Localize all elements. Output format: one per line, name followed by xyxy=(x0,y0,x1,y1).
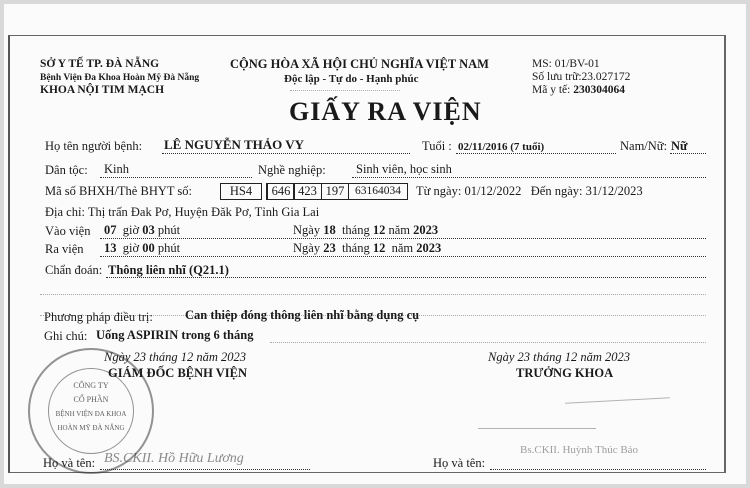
insurance-label: Mã số BHXH/Thẻ BHYT số: xyxy=(45,184,192,198)
ward-name: KHOA NỘI TIM MẠCH xyxy=(40,84,165,96)
head-name-dotline xyxy=(490,469,706,470)
head-name-label: Họ và tên: xyxy=(433,456,486,470)
patient-occupation: Sinh viên, học sinh xyxy=(356,162,452,176)
age-label: Tuổi : xyxy=(422,139,452,153)
day-label: Ngày xyxy=(293,241,321,255)
to-date: 31/12/2023 xyxy=(585,184,643,198)
page-title: GIẤY RA VIỆN xyxy=(289,97,482,126)
patient-name: LÊ NGUYỄN THẢO VY xyxy=(164,137,305,152)
admission-date xyxy=(293,223,438,237)
treatment-label: Phương pháp điều trị: xyxy=(44,310,153,324)
director-title: GIÁM ĐỐC BỆNH VIỆN xyxy=(108,366,248,380)
from-date: 01/12/2022 xyxy=(464,184,522,198)
medical-code xyxy=(532,83,625,97)
stamp-line: CỔ PHẦN xyxy=(73,395,109,404)
year-label: năm xyxy=(391,241,414,255)
year-label: năm xyxy=(388,223,411,237)
note-label: Ghi chú: xyxy=(44,329,88,343)
discharge-month: 12 xyxy=(372,241,386,255)
month-label: tháng xyxy=(341,241,370,255)
motto-underline xyxy=(290,90,400,91)
admission-time xyxy=(104,223,180,237)
discharge-minute: 00 xyxy=(142,241,155,255)
discharge-dotline xyxy=(100,256,706,257)
archive-label: Số lưu trữ: xyxy=(532,71,582,83)
hospital-name: Bệnh Viện Đa Khoa Hoàn Mỹ Đà Nẵng xyxy=(40,73,200,83)
head-signed-name: Bs.CKII. Huỳnh Thúc Bảo xyxy=(520,444,639,456)
ethnicity-dotline xyxy=(100,177,252,178)
admission-label: Vào viện xyxy=(45,224,91,238)
head-title: TRƯỞNG KHOA xyxy=(516,366,614,380)
insurance-box: 423 xyxy=(293,183,322,200)
treatment-value: Can thiệp đóng thông liên nhĩ bằng dụng cụ xyxy=(185,308,420,322)
note-dotline xyxy=(270,342,706,343)
patient-ethnicity: Kinh xyxy=(104,162,129,176)
insurance-box: 646 xyxy=(266,183,295,200)
director-sign-date: Ngày 23 tháng 12 năm 2023 xyxy=(104,350,247,364)
department-name: SỞ Y TẾ TP. ĐÀ NẴNG xyxy=(40,58,160,70)
minute-label: phút xyxy=(157,223,181,237)
medical-code-label: Mã y tế: xyxy=(532,84,571,96)
stamp-line: HOÀN MỸ ĐÀ NẴNG xyxy=(57,424,125,432)
stamp-line: BỆNH VIỆN ĐA KHOA xyxy=(55,410,127,418)
medical-code-value: 230304064 xyxy=(573,84,625,96)
address xyxy=(45,205,319,219)
ethnicity-label: Dân tộc: xyxy=(45,163,88,177)
from-label: Từ ngày: xyxy=(416,184,462,198)
director-name-label: Họ và tên: xyxy=(43,456,96,470)
discharge-label: Ra viện xyxy=(45,242,84,256)
sex-dotline xyxy=(670,153,706,154)
address-label: Địa chỉ: xyxy=(45,205,85,219)
occupation-label: Nghề nghiệp: xyxy=(258,163,326,177)
patient-name-label: Họ tên người bệnh: xyxy=(45,139,143,153)
form-code: MS: 01/BV-01 xyxy=(532,58,600,70)
motto: Độc lập - Tự do - Hạnh phúc xyxy=(284,73,419,85)
admission-minute: 03 xyxy=(142,223,155,237)
insurance-box: 63164034 xyxy=(348,183,408,200)
month-label: tháng xyxy=(341,223,370,237)
day-label: Ngày xyxy=(293,223,321,237)
patient-sex: Nữ xyxy=(671,139,688,153)
admission-hour: 07 xyxy=(104,223,117,237)
discharge-date xyxy=(293,241,441,255)
discharge-time xyxy=(104,241,180,255)
director-signed-name: BS.CKII. Hồ Hữu Lương xyxy=(104,451,244,466)
minute-label: phút xyxy=(157,241,181,255)
hour-label: giờ xyxy=(122,223,140,237)
note-value: Uống ASPIRIN trong 6 tháng xyxy=(96,328,254,342)
director-name-dotline xyxy=(100,469,310,470)
stamp-line: CÔNG TY xyxy=(73,381,109,390)
hour-label: giờ xyxy=(122,241,140,255)
patient-age: 02/11/2016 (7 tuổi) xyxy=(458,141,545,153)
discharge-day: 23 xyxy=(323,241,336,255)
name-dotline xyxy=(162,153,410,154)
insurance-box: HS4 xyxy=(220,183,262,200)
sex-label: Nam/Nữ: xyxy=(620,139,668,153)
admission-dotline xyxy=(100,238,706,239)
diagnosis-label: Chẩn đoán: xyxy=(45,263,103,277)
coverage-period xyxy=(416,184,643,198)
admission-month: 12 xyxy=(372,223,386,237)
diagnosis-value: Thông liên nhĩ (Q21.1) xyxy=(108,263,229,277)
republic-heading: CỘNG HÒA XÃ HỘI CHỦ NGHĨA VIỆT NAM xyxy=(230,57,489,71)
diagnosis-dotline xyxy=(106,277,706,278)
archive-value: 23.027172 xyxy=(581,71,631,83)
address-value: Thị trấn Đak Pơ, Huyện Đăk Pơ, Tỉnh Gia Lai xyxy=(87,205,320,219)
admission-year: 2023 xyxy=(413,223,439,237)
occupation-dotline xyxy=(352,177,706,178)
signature-stroke xyxy=(478,428,596,429)
to-label: Đến ngày: xyxy=(530,184,583,198)
insurance-box: 197 xyxy=(321,183,349,200)
discharge-hour: 13 xyxy=(104,241,117,255)
archive-number xyxy=(532,70,630,84)
admission-day: 18 xyxy=(323,223,336,237)
blank-dotline xyxy=(40,294,706,295)
head-sign-date: Ngày 23 tháng 12 năm 2023 xyxy=(488,350,631,364)
discharge-year: 2023 xyxy=(416,241,442,255)
